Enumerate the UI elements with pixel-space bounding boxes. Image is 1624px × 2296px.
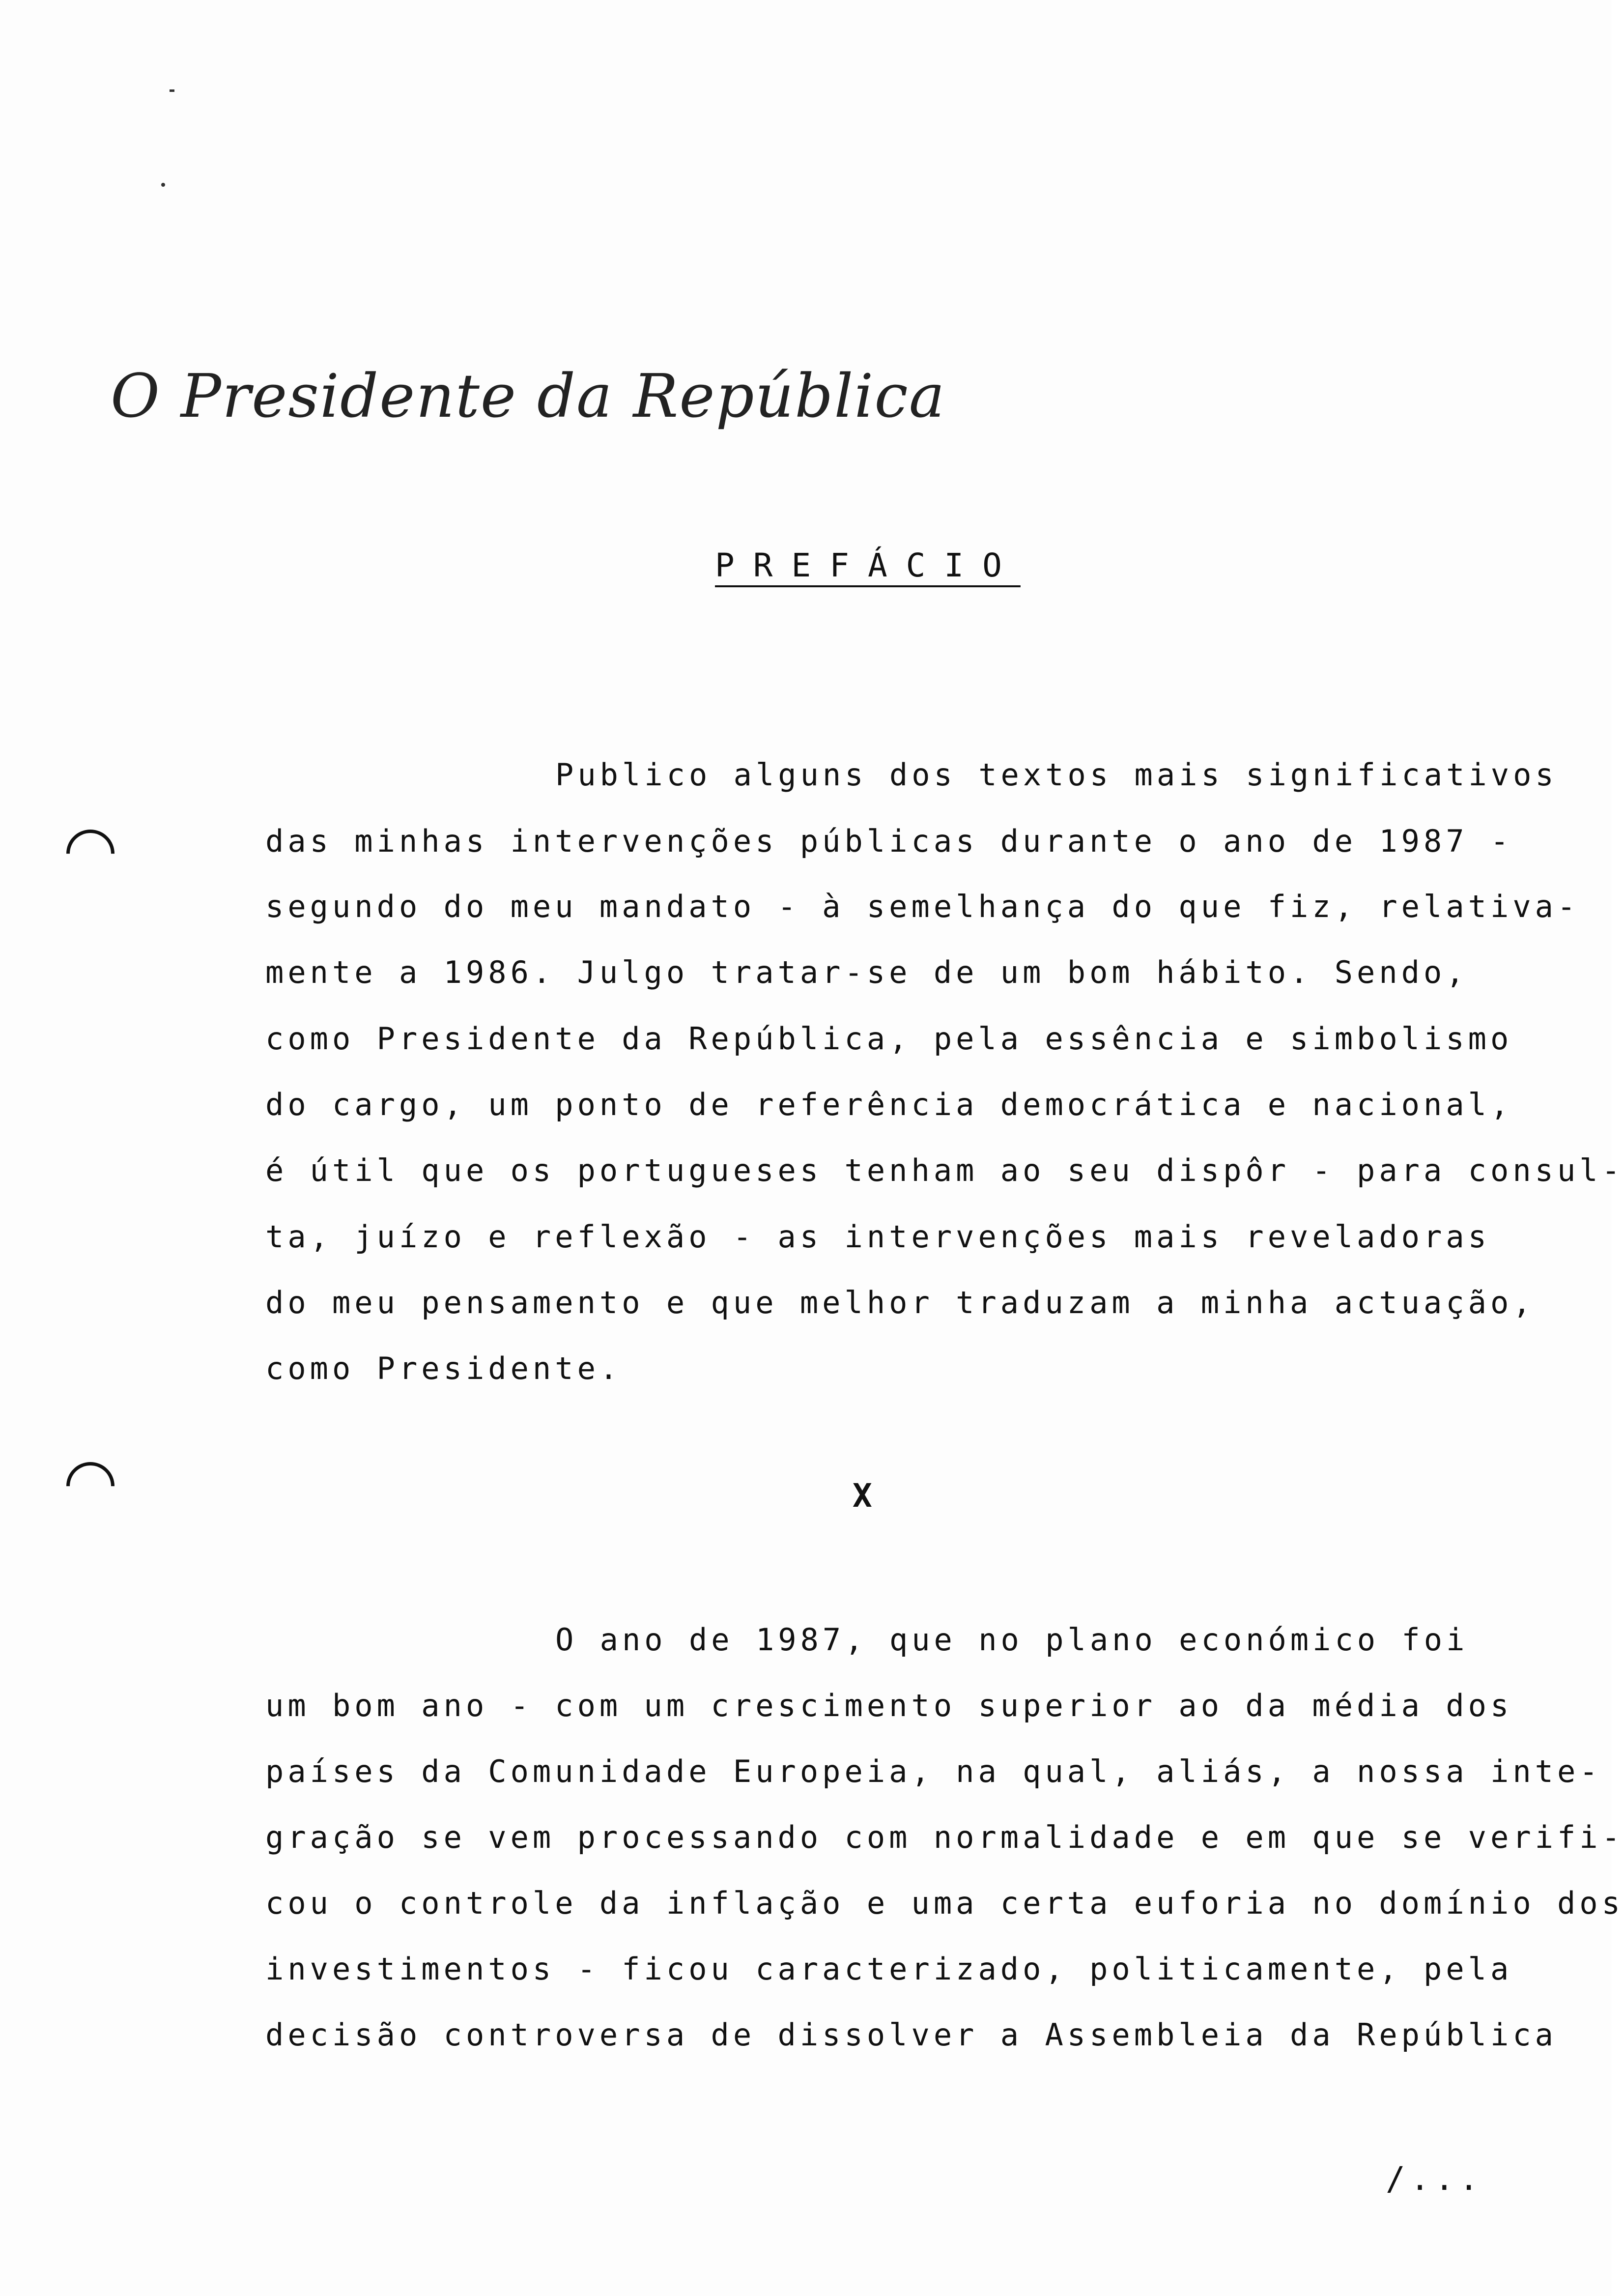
- page-speck: [161, 183, 165, 187]
- paragraph-line: decisão controversa de dissolver a Assembleia da República: [265, 2017, 1557, 2053]
- page-title: PREFÁCIO: [715, 546, 1021, 584]
- punch-hole-bottom: [57, 1452, 125, 1521]
- paragraph-line: gração se vem processando com normalidade e em que se verifi-: [265, 1819, 1624, 1855]
- paragraph-line: países da Comunidade Europeia, na qual, aliás, a nossa inte-: [265, 1753, 1602, 1789]
- paragraph-line: como Presidente.: [265, 1350, 622, 1386]
- paragraph-line: das minhas intervenções públicas durante o ano de 1987 -: [265, 823, 1513, 859]
- paragraph-line: Publico alguns dos textos mais significativos: [555, 757, 1558, 793]
- continuation-mark: /...: [1386, 2160, 1483, 2198]
- paragraph-line: segundo do meu mandato - à semelhança do que fiz, relativa-: [265, 889, 1580, 924]
- paragraph-line: mente a 1986. Julgo tratar-se de um bom hábito. Sendo,: [265, 954, 1468, 990]
- section-separator: X: [853, 1477, 872, 1515]
- paragraph-line: cou o controle da inflação e uma certa euforia no domínio dos: [265, 1885, 1624, 1921]
- page-speck: [170, 89, 174, 92]
- paragraph-line: do meu pensamento e que melhor traduzam a minha actuação,: [265, 1285, 1535, 1320]
- paragraph-line: do cargo, um ponto de referência democrática e nacional,: [265, 1087, 1513, 1122]
- paragraph-line: como Presidente da República, pela essência e simbolismo: [265, 1021, 1513, 1057]
- paragraph-line: O ano de 1987, que no plano económico foi: [555, 1622, 1469, 1658]
- paragraph-line: um bom ano - com um crescimento superior ao da média dos: [265, 1688, 1513, 1723]
- letterhead: O Presidente da República: [111, 361, 946, 431]
- paragraph-line: investimentos - ficou caracterizado, politicamente, pela: [265, 1951, 1513, 1987]
- paragraph-line: ta, juízo e reflexão - as intervenções mais reveladoras: [265, 1219, 1490, 1255]
- punch-hole-top: [57, 820, 125, 888]
- paragraph-line: é útil que os portugueses tenham ao seu dispôr - para consul-: [265, 1152, 1624, 1188]
